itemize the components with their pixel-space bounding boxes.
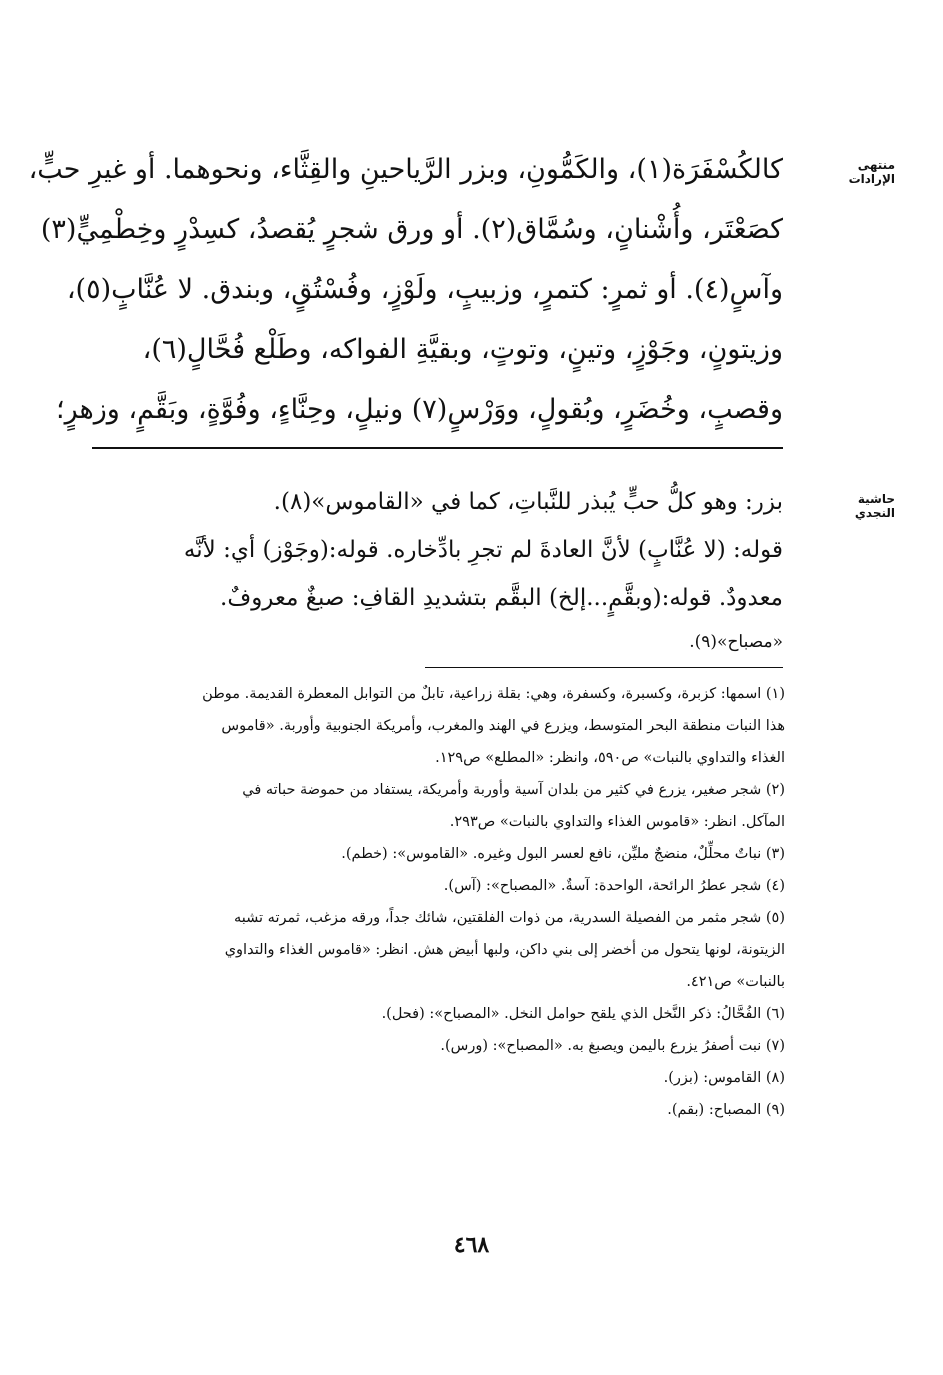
footnote-divider — [425, 667, 783, 668]
footnote-line: الغذاء والتداوي بالنبات» ص٥٩٠، وانظر: «المطلع» ص١٢٩. — [435, 750, 785, 766]
footnote-line: المآكل. انظر: «قاموس الغذاء والتداوي بالنبات» ص٢٩٣. — [449, 814, 785, 830]
main-text-side-label: منتهى الإرادات — [848, 158, 895, 186]
footnote-line: (٤) شجر عطرُ الرائحة، الواحدة: آسةٌ. «المصباح»: (آس). — [443, 878, 785, 894]
hashiya-side-label: حاشية النجدي — [854, 492, 895, 520]
footnote-line: بالنبات» ص٤٢١. — [686, 974, 785, 990]
hashiya-text — [90, 478, 783, 662]
footnote-line: (٧) نبت أصفرُ يزرع باليمن ويصبغ به. «المصباح»: (ورس). — [440, 1038, 785, 1054]
footnote-line: (٦) الفُحَّالُ: ذكر النَّخل الذي يلقح حوامل النخل. «المصباح»: (فحل). — [381, 1006, 785, 1022]
footnote-line: (٨) القاموس: (بزر). — [663, 1070, 785, 1086]
footnotes — [90, 678, 785, 1126]
main-text-divider — [92, 447, 783, 449]
hashiya-line: قوله: (لا عُنَّابٍ) لأنَّ العادةَ لم تجرِ بادِّخاره. قوله:(وجَوْز) أي: لأنَّه — [183, 537, 783, 563]
page-number: ٤٦٨ — [453, 1232, 490, 1258]
main-text-line: كصَعْتَر، وأُشْنانٍ، وسُمَّاق(٢). أو ورق شجرٍ يُقصدُ، كسِدْرٍ وخِطْمِيٍّ(٣) — [40, 214, 783, 245]
main-text-line: كالكُسْفَرَة(١)، والكَمُّونِ، وبزر الرَّياحينِ والقِثَّاء، ونحوهما. أو غيرِ حبٍّ، — [28, 154, 783, 185]
footnote-line: (١) اسمها: كزبرة، وكسبرة، وكسفرة، وهي: بقلة زراعية، تابلٌ من التوابل المعطرة القديمة. موطن — [202, 686, 785, 702]
footnote-line: (٥) شجر مثمر من الفصيلة السدرية، من ذوات الفلقتين، شائك جداً، ورقه مزغب، ثمرته تشبه — [233, 910, 785, 926]
footnote-line: الزيتونة، لونها يتحول من أخضر إلى بني داكن، ولبها أبيض هش. انظر: «قاموس الغذاء والتداوي — [224, 942, 785, 958]
footnote-line: (٢) شجر صغير، يزرع في كثير من بلدان آسية وأوربة وأمريكة، يستفاد من حموضة حباته في — [242, 782, 785, 798]
footnote-line: هذا النبات منطقة البحر المتوسط، ويزرع في الهند والمغرب، وأمريكة الجنوبية وأوربة. «قاموس — [221, 718, 785, 734]
main-text-line: وقصبٍ، وخُضَرٍ، وبُقولٍ، ووَرْسٍ(٧) ونيلٍ، وحِنَّاءٍ، وفُوَّةٍ، وبَقَّمٍ، وزهرٍ؛ — [56, 394, 783, 425]
main-text-line: وآسٍ(٤). أو ثمرٍ: كتمرٍ، وزبيبٍ، ولَوْزٍ، وفُسْتُقٍ، وبندق. لا عُنَّابٍ(٥)، — [66, 274, 783, 305]
footnote-line: (٩) المصباح: (بقم). — [667, 1102, 785, 1118]
footnote-line: (٣) نباتٌ محلِّلٌ، منضجٌ مليِّن، نافع لعسر البول وغيره. «القاموس»: (خطم). — [341, 846, 785, 862]
hashiya-line: معدودٌ. قوله:(وبقَّمٍ...إلخ) البقَّم بتشديدِ القافِ: صبغٌ معروفٌ. — [220, 585, 783, 611]
main-text — [28, 140, 783, 440]
hashiya-source: «مصباح»(٩). — [689, 632, 783, 652]
main-text-line: وزيتونٍ، وجَوْزٍ، وتينٍ، وتوتٍ، وبقيَّةِ الفواكه، وطَلْع فُحَّالٍ(٦)، — [142, 334, 783, 365]
hashiya-line: بزر: وهو كلُّ حبٍّ يُبذر للنَّباتِ، كما في «القاموس»(٨). — [273, 489, 783, 515]
